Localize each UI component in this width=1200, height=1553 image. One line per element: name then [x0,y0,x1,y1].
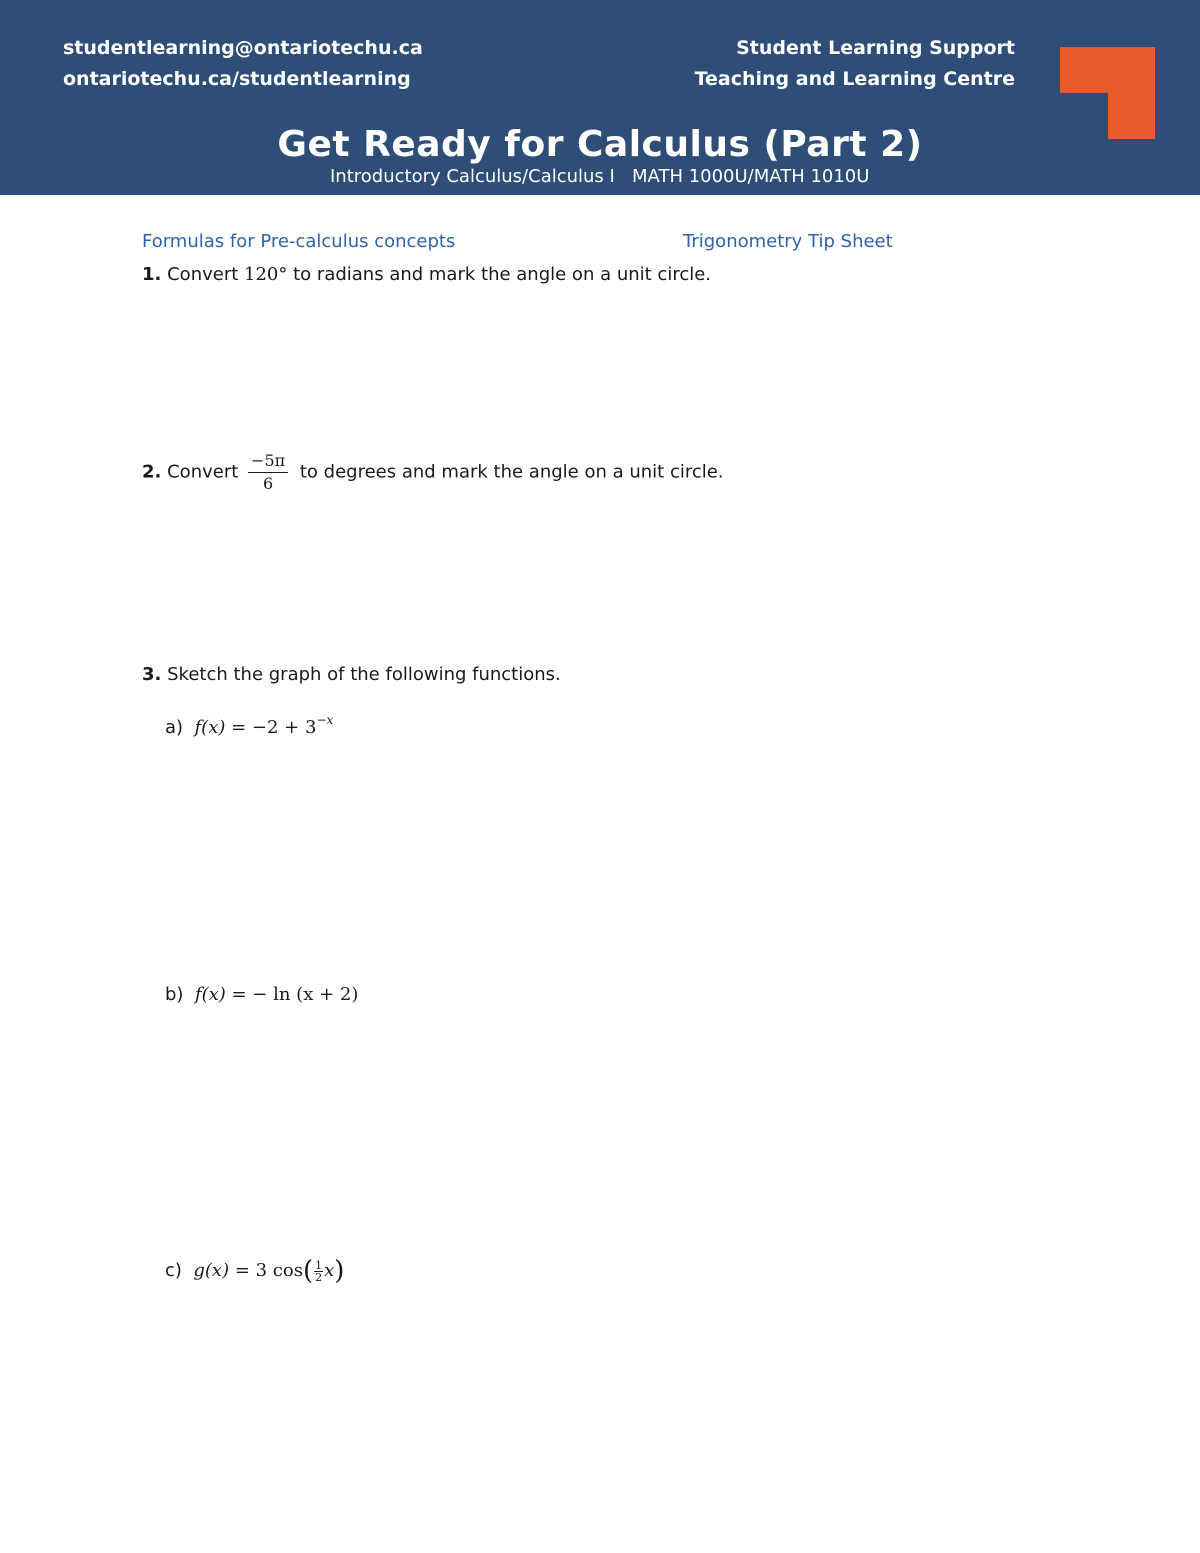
function-lhs: f(x) [194,984,226,1005]
question-number: 1. [142,264,162,285]
question-text: Sketch the graph of the following functions. [167,664,561,685]
variable: x [324,1260,335,1281]
question-text: to degrees and mark the angle on a unit circle. [299,461,724,483]
question-number: 2. [142,461,162,483]
dept-line-2: Teaching and Learning Centre [694,68,1015,90]
header-banner [0,0,1200,195]
fraction [248,452,288,493]
fraction-numerator: −5π [248,452,288,473]
exponent: −x [316,713,334,727]
department-info [695,33,1015,95]
contact-info [63,33,423,95]
question-3c [165,1256,344,1286]
course-codes: MATH 1000U/MATH 1010U [632,166,870,187]
left-paren: ( [302,1256,314,1286]
fraction-denominator: 6 [262,474,274,493]
course-name: Introductory Calculus/Calculus I [330,166,615,187]
formulas-link[interactable]: Formulas for Pre-calculus concepts [142,231,456,252]
question-3 [142,664,561,685]
email-link[interactable]: studentlearning@ontariotechu.ca [63,37,423,59]
right-paren: ) [334,1256,345,1286]
fraction-denominator: 2 [315,1270,323,1284]
fraction-numerator: 1 [315,1258,323,1272]
question-text: Convert [167,264,239,285]
question-text: Convert [167,461,239,483]
question-1 [142,264,711,285]
page-title: Get Ready for Calculus (Part 2) [277,124,923,165]
function-rhs: = 3 cos [234,1260,303,1281]
function-rhs: = − ln (x + 2) [231,984,359,1005]
angle-value: 120° [244,264,288,285]
website-link[interactable]: ontariotechu.ca/studentlearning [63,68,411,90]
part-label: c) [165,1260,182,1281]
question-3a [165,713,333,738]
function-lhs: g(x) [193,1260,230,1281]
question-text: to radians and mark the angle on a unit circle. [293,264,712,285]
part-label: b) [165,984,184,1005]
half-fraction [314,1260,323,1283]
question-number: 3. [142,664,162,685]
function-lhs: f(x) [194,717,226,738]
question-2 [142,452,724,493]
trig-tip-sheet-link[interactable]: Trigonometry Tip Sheet [683,231,893,252]
dept-line-1: Student Learning Support [736,37,1015,59]
question-3b [165,984,358,1005]
part-label: a) [165,717,184,738]
function-rhs: = −2 + 3 [231,717,317,738]
